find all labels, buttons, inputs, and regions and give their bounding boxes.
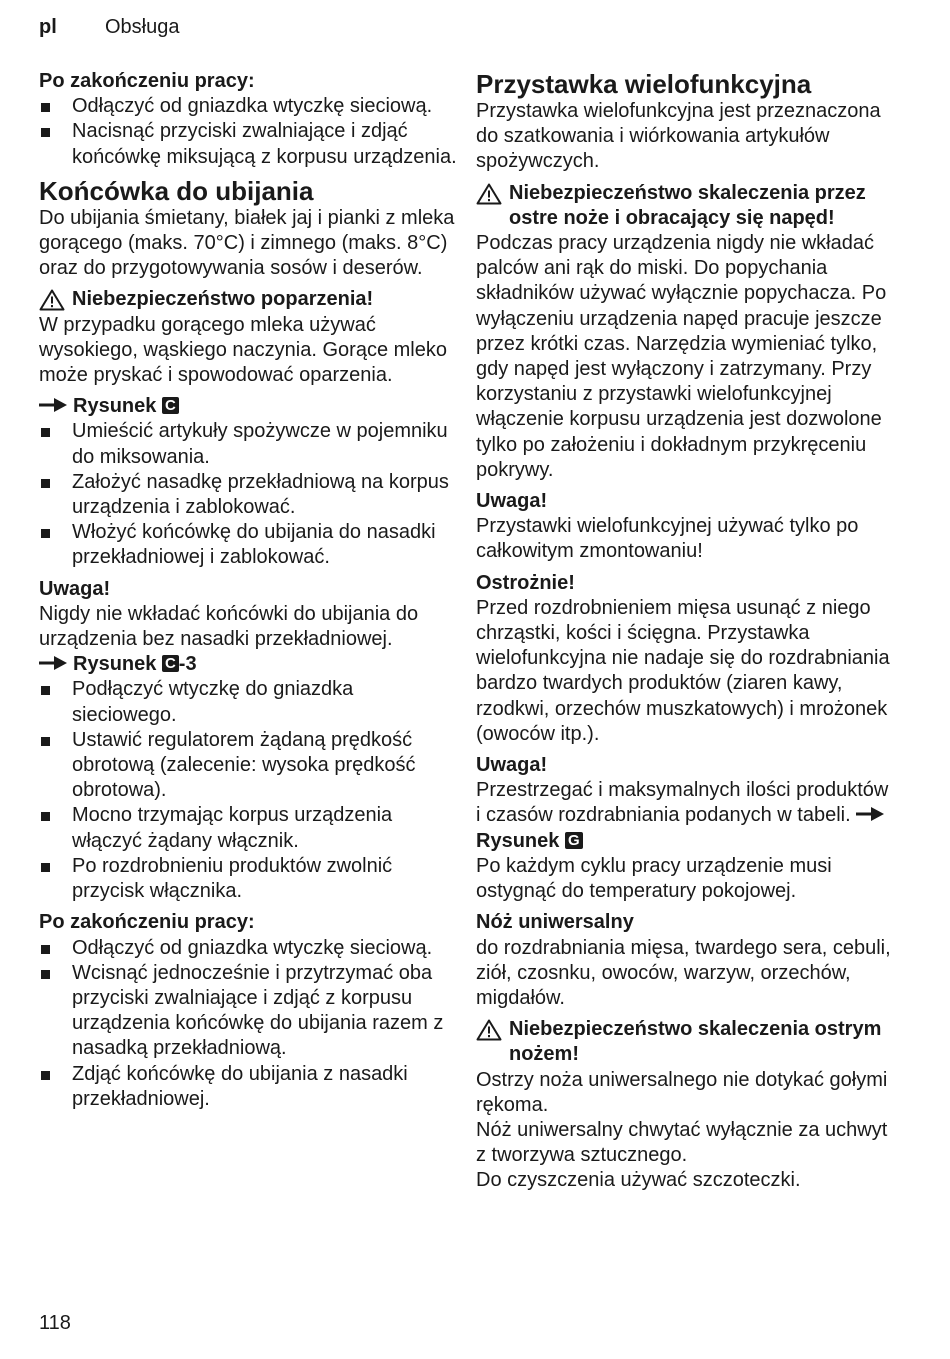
list-item: Włożyć końcówkę do ubijania do nasadki przekładniowej i zablokować.: [39, 520, 459, 570]
bullet-icon: [41, 737, 50, 746]
section-heading-whisk: Końcówka do ubijania: [39, 175, 314, 206]
note-text: Nigdy nie wkładać końcówki do ubijania do urządzenia bez nasadki przekładniowej.: [39, 602, 419, 651]
list-item: Założyć nasadkę przekładniową na korpus urządzenia i zablokować.: [39, 470, 459, 520]
after-work-list: [39, 936, 459, 1112]
list-item: Zdjąć końcówkę do ubijania z nasadki przekładniowej.: [39, 1062, 459, 1112]
list-item: Po rozdrobnieniu produktów zwolnić przycisk włącznika.: [39, 854, 459, 904]
figure-reference: Rysunek G: [476, 804, 890, 851]
list-item: Ustawić regulatorem żądaną prędkość obrotową (zalecenie: wysoka prędkość obrotowa).: [39, 728, 459, 804]
figure-reference: Rysunek C: [39, 394, 459, 419]
bullet-icon: [41, 945, 50, 954]
whisk-steps-list: [39, 419, 459, 570]
bullet-icon: [41, 479, 50, 488]
caution-text: Przed rozdrobnieniem mięsa usunąć z niego chrząstki, kości i ścięgna. Przystawka wielofunkcyjna nie nadaje się do rozdrabniania bardzo twardych produktów (ziaren kawy, rzodkwi, orzechów muszkatowych) i mrożonek (owoców itp.).: [476, 596, 890, 745]
warning-triangle-icon: [476, 183, 502, 205]
page-number: 118: [39, 1312, 71, 1334]
figure-reference: Rysunek C -3: [39, 652, 459, 677]
arrow-right-icon: [856, 807, 884, 821]
operation-steps-list: [39, 677, 459, 904]
note-heading: Uwaga!: [476, 754, 548, 777]
list-item: Wcisnąć jednocześnie i przytrzymać oba przyciski zwalniające i zdjąć z korpusu urządzenia końcówkę do ubijania razem z nasadką przekładniową.: [39, 961, 459, 1062]
section-title: Obsługa: [105, 16, 180, 38]
burn-warning-heading: Niebezpieczeństwo poparzenia!: [39, 287, 459, 312]
warning-triangle-icon: [39, 289, 65, 311]
knife-heading: Nóż uniwersalny: [476, 911, 634, 934]
page-header: [39, 14, 180, 40]
bullet-icon: [41, 428, 50, 437]
bullet-icon: [41, 863, 50, 872]
knife-warning-heading: Niebezpieczeństwo skaleczenia ostrym nożem!: [476, 1017, 896, 1067]
note-text: Przestrzegać i maksymalnych ilości produktów i czasów rozdrabniania podanych w tabeli. Rysunek G: [476, 779, 889, 852]
note-heading: Uwaga!: [39, 577, 111, 600]
bullet-icon: [41, 970, 50, 979]
knife-warning-text-1: Ostrzy noża uniwersalnego nie dotykać gołymi rękoma.: [476, 1068, 888, 1116]
left-column: [39, 69, 459, 1112]
bullet-icon: [41, 812, 50, 821]
right-column: [476, 69, 896, 1194]
knife-text: do rozdrabniania mięsa, twardego sera, cebuli, ziół, czosnku, owoców, warzyw, orzechów, migdałów.: [476, 936, 891, 1009]
after-work-heading: Po zakończeniu pracy:: [39, 70, 255, 92]
list-item: Mocno trzymając korpus urządzenia włączyć żądany włącznik.: [39, 803, 459, 853]
arrow-right-icon: [39, 656, 67, 670]
multifunction-intro: Przystawka wielofunkcyjna jest przeznaczona do szatkowania i wiórkowania artykułów spożywczych.: [476, 100, 881, 173]
knife-warning-text-3: Do czyszczenia używać szczoteczki.: [476, 1169, 801, 1192]
burn-warning-text: W przypadku gorącego mleka używać wysokiego, wąskiego naczynia. Gorące mleko może pryskać i spowodować oparzenia.: [39, 313, 447, 387]
list-item: Umieścić artykuły spożywcze w pojemniku do miksowania.: [39, 419, 459, 469]
list-item: Odłączyć od gniazdka wtyczkę sieciową.: [39, 94, 459, 119]
caution-heading: Ostrożnie!: [476, 571, 575, 594]
cut-warning-heading: Niebezpieczeństwo skaleczenia przez ostre noże i obracający się napęd!: [476, 181, 896, 231]
cooldown-text: Po każdym cyklu pracy urządzenie musi ostygnąć do temperatury pokojowej.: [476, 854, 832, 903]
section-heading-multifunction: Przystawka wielofunkcyjna: [476, 69, 812, 99]
language-code: pl: [39, 16, 57, 38]
list-item: Odłączyć od gniazdka wtyczkę sieciową.: [39, 936, 459, 961]
cut-warning-text: Podczas pracy urządzenia nigdy nie wkładać palców ani rąk do miski. Do popychania składników używać wyłącznie popychacza. Po wyłączeniu urządzenia napęd pracuje jeszcze przez krótki czas. Narzędzia wymieniać tylko, gdy napęd jest wyłączony i zatrzymany. Przy korzystaniu z przystawki wielofunkcyjnej włączenie korpusu urządzenia jest dozwolone tylko po założeniu i dokładnym przykręceniu pokrywy.: [476, 232, 887, 481]
list-item: Podłączyć wtyczkę do gniazdka sieciowego.: [39, 677, 459, 727]
bullet-icon: [41, 103, 50, 112]
arrow-right-icon: [39, 398, 67, 412]
knife-warning-text-2: Nóż uniwersalny chwytać wyłącznie za uchwyt z tworzywa sztucznego.: [476, 1118, 888, 1167]
bullet-icon: [41, 128, 50, 137]
figure-badge: C: [162, 655, 179, 672]
whisk-intro: Do ubijania śmietany, białek jaj i pianki z mleka gorącego (maks. 70°C) i zimnego (maks. 8°C) oraz do przygotowywania sosów i deserów.: [39, 206, 455, 280]
list-item: Nacisnąć przyciski zwalniające i zdjąć końcówkę miksującą z korpusu urządzenia.: [39, 119, 459, 169]
bullet-icon: [41, 686, 50, 695]
figure-badge: C: [162, 397, 179, 414]
warning-triangle-icon: [476, 1019, 502, 1041]
after-work-heading: Po zakończeniu pracy:: [39, 911, 255, 934]
after-work-list: [39, 94, 459, 170]
figure-badge: G: [565, 832, 583, 849]
bullet-icon: [41, 529, 50, 538]
note-text: Przystawki wielofunkcyjnej używać tylko po całkowitym zmontowaniu!: [476, 515, 859, 563]
note-heading: Uwaga!: [476, 490, 548, 513]
bullet-icon: [41, 1071, 50, 1080]
